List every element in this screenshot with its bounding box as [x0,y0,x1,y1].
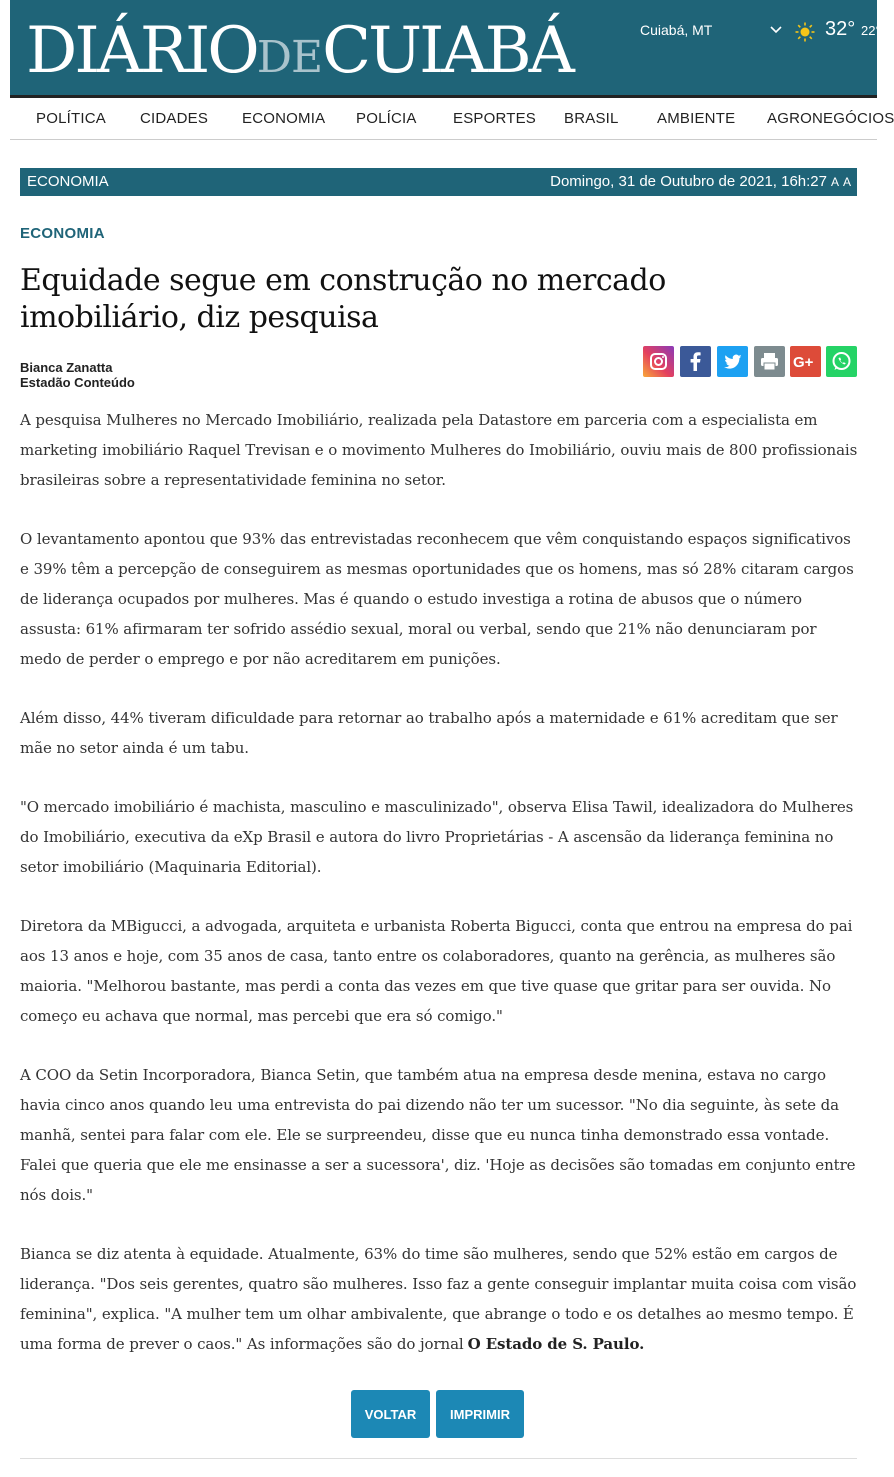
nav-item-policia[interactable]: POLÍCIA [356,110,417,127]
temperature-secondary: 22° [861,23,881,38]
nav-item-politica[interactable]: POLÍTICA [36,110,106,127]
nav-item-cidades[interactable]: CIDADES [140,110,209,127]
section-bar-label[interactable]: ECONOMIA [27,173,109,190]
google-plus-icon[interactable] [790,346,821,377]
author-name: Bianca Zanatta [20,360,113,375]
svg-text:G+: G+ [793,354,814,371]
nav-item-ambiente[interactable]: AMBIENTE [657,110,736,127]
font-size-toggle[interactable]: A A [830,175,852,189]
agency-name: Estadão Conteúdo [20,375,135,390]
article-paragraph: A COO da Setin Incorporadora, Bianca Setin, que também atua na empresa desde menina, estava no cargo havia cinco anos quando leu uma entrevista do pai dizendo não ter um sucessor. "No dia seguinte, às sete da manhã, sentei para falar com ele. Ele se surpreendeu, disse que eu nunca tinha demonstrado essa vontade. Falei que queria que ele me ensinasse a ser a sucessora', diz. 'Hoje as decisões são tomadas em conjunto entre nós dois." [20,1066,856,1204]
nav-item-economia[interactable]: ECONOMIA [242,110,326,127]
location-label[interactable]: Cuiabá, MT [640,22,713,38]
nav-item-agronegocios[interactable]: AGRONEGÓCIOS [767,110,894,127]
article-paragraph: "O mercado imobiliário é machista, masculino e masculinizado", observa Elisa Tawil, idealizadora do Mulheres do Imobiliário, executiva da eXp Brasil e autora do livro Proprietárias - A ascensão da liderança feminina no setor imobiliário (Maquinaria Editorial). [20,798,854,876]
article-paragraph: Além disso, 44% tiveram dificuldade para retornar ao trabalho após a maternidade e 61% acreditam que ser mãe no setor ainda é um tabu. [20,709,838,757]
article-source: O Estado de S. Paulo. [467,1335,645,1353]
back-button[interactable]: VOLTAR [351,1390,430,1438]
facebook-icon[interactable] [680,346,711,377]
article-paragraph: A pesquisa Mulheres no Mercado Imobiliário, realizada pela Datastore em parceria com a especialista em marketing imobiliário Raquel Trevisan e o movimento Mulheres do Imobiliário, ouviu mais de 800 profissionais brasileiras sobre a representatividade feminina no setor. [20,411,858,489]
print-icon[interactable] [754,346,785,377]
article-date: Domingo, 31 de Outubro de 2021, 16h:27 [550,173,827,190]
nav-item-brasil[interactable]: BRASIL [564,110,619,127]
temperature-current: 32° [825,18,856,40]
logo-word-de: DE [256,32,323,83]
byline [20,360,135,390]
divider [20,1458,857,1459]
logo-word-diario: DIÁRIO [26,14,257,88]
article-paragraph: Diretora da MBigucci, a advogada, arquiteta e urbanista Roberta Bigucci, conta que entrou na empresa do pai aos 13 anos e hoje, com 35 anos de casa, tanto entre os colaboradores, quanto na gerência, as mulheres são maioria. "Melhorou bastante, mas perdi a conta das vezes em que tive quase que gritar para ser ouvida. No começo eu achava que normal, mas percebi que era só comigo." [20,917,853,1025]
article-title: Equidade segue em construção no mercado imobiliário, diz pesquisa [20,263,666,335]
article-paragraph-last [20,1239,860,1359]
logo-word-cuiaba: CUIABÁ [322,14,572,88]
chevron-down-icon[interactable] [770,24,782,36]
sun-icon [795,22,815,42]
nav-item-esportes[interactable]: ESPORTES [453,110,537,127]
article-body [20,405,860,1388]
site-header [10,0,881,95]
main-nav [10,95,894,140]
article-kicker[interactable]: ECONOMIA [20,225,105,242]
instagram-icon[interactable] [643,346,674,377]
twitter-icon[interactable] [717,346,748,377]
print-button[interactable]: IMPRIMIR [436,1390,524,1438]
section-bar [20,168,857,196]
site-logo[interactable] [26,14,572,88]
article-paragraph-text: Bianca se diz atenta à equidade. Atualmente, 63% do time são mulheres, sendo que 52% estão em cargos de liderança. "Dos seis gerentes, quatro são mulheres. Isso faz a gente conseguir implantar muita coisa com visão feminina", explica. "A mulher tem um olhar ambivalente, que abrange o todo e os detalhes ao mesmo tempo. É uma forma de prever o caos." As informações são do jornal [20,1245,857,1353]
whatsapp-icon[interactable] [826,346,857,377]
article-paragraph: O levantamento apontou que 93% das entrevistadas reconhecem que vêm conquistando espaços significativos e 39% têm a percepção de conseguirem as mesmas oportunidades que os homens, mas só 28% citaram cargos de liderança ocupados por mulheres. Mas é quando o estudo investiga a rotina de abusos que o número assusta: 61% afirmaram ter sofrido assédio sexual, moral ou verbal, sendo que 21% não denunciaram por medo de perder o emprego e por não acreditarem em punições. [20,530,854,668]
